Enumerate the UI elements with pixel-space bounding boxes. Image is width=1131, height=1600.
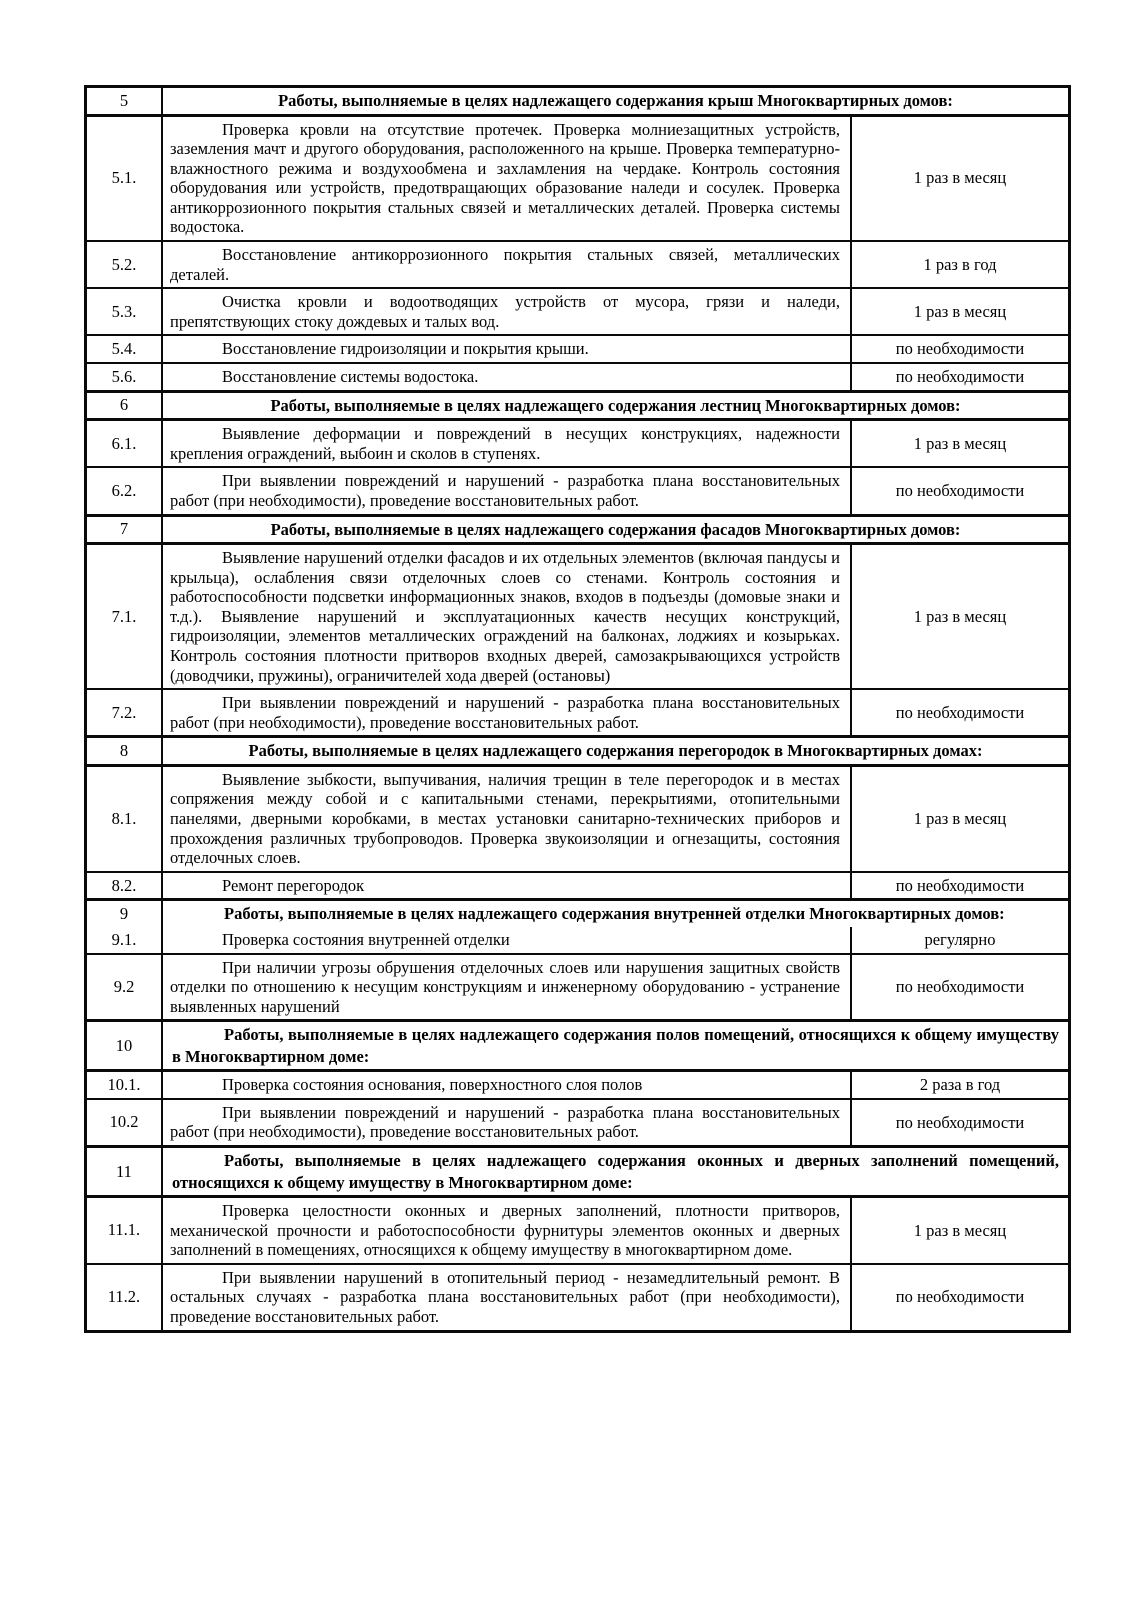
work-description-cell: Выявление деформации и повреждений в несущих конструкциях, надежности крепления ограждений, выбоин и сколов в ступенях. [163, 421, 852, 466]
table-row [87, 418, 1068, 466]
row-number-cell: 8.1. [87, 767, 163, 871]
table-row [87, 764, 1068, 871]
table-row [87, 1263, 1068, 1330]
frequency-cell: по необходимости [895, 339, 1025, 359]
table-row [87, 1098, 1068, 1145]
row-number-cell: 6.1. [87, 421, 163, 466]
work-description-cell: Проверка состояния внутренней отделки [163, 927, 852, 953]
section-title-cell: Работы, выполняемые в целях надлежащего содержания крыш Многоквартирных домов: [278, 91, 953, 110]
row-number-cell: 9.2 [87, 955, 163, 1020]
section-header-row [87, 735, 1068, 764]
frequency-cell: по необходимости [895, 702, 1025, 722]
frequency-cell: регулярно [924, 929, 996, 949]
row-number-cell: 7 [87, 517, 163, 543]
row-number-cell: 8.2. [87, 873, 163, 899]
frequency-cell: 1 раз в год [923, 254, 997, 274]
work-description-cell: Проверка состояния основания, поверхностного слоя полов [163, 1072, 852, 1098]
section-header-row [87, 390, 1068, 419]
frequency-cell: 1 раз в месяц [913, 302, 1007, 322]
row-number-cell: 7.2. [87, 690, 163, 735]
frequency-cell: 1 раз в месяц [913, 606, 1007, 626]
table-row [87, 927, 1068, 953]
work-description-cell: При выявлении повреждений и нарушений - разработка плана восстановительных работ (при необходимости), проведение восстановительных работ. [163, 468, 852, 513]
table-row [87, 287, 1068, 334]
row-number-cell: 10.1. [87, 1072, 163, 1098]
work-description-cell: При наличии угрозы обрушения отделочных слоев или нарушения защитных свойств отделки по отношению к несущим конструкциям и инженерному оборудованию - устранение выявленных нарушений [163, 955, 852, 1020]
frequency-cell: 1 раз в месяц [913, 1220, 1007, 1240]
section-title-cell: Работы, выполняемые в целях надлежащего содержания перегородок в Многоквартирных домах: [248, 741, 983, 761]
frequency-cell: по необходимости [895, 1287, 1025, 1307]
table-row [87, 466, 1068, 513]
frequency-cell: 1 раз в месяц [913, 809, 1007, 829]
frequency-cell: по необходимости [895, 875, 1025, 895]
frequency-cell: по необходимости [895, 367, 1025, 387]
row-number-cell: 11.2. [87, 1265, 163, 1330]
frequency-cell: 2 раза в год [919, 1075, 1001, 1095]
section-title-cell: Работы, выполняемые в целях надлежащего содержания фасадов Многоквартирных домов: [270, 519, 961, 539]
table-row [87, 688, 1068, 735]
work-description-cell: Очистка кровли и водоотводящих устройств от мусора, грязи и наледи, препятствующих стоку дождевых и талых вод. [163, 289, 852, 334]
table-row [87, 1069, 1068, 1098]
work-description-cell: Ремонт перегородок [163, 873, 852, 899]
table-row [87, 362, 1068, 390]
work-description-cell: Выявление нарушений отделки фасадов и их отдельных элементов (включая пандусы и крыльца), ослабления связи отделочных слоев со стенами. Контроль состояния и работоспособности подсветки информационных знаков, входов в подъезды (домовые знаки и т.д.). Выявление нарушений и эксплуатационных качеств несущих конструкций, гидроизоляции, элементов металлических ограждений на балконах, лоджиях и козырьках. Контроль состояния плотности притворов входных дверей, самозакрывающихся устройств (доводчики, пружины), ограничителей хода дверей (остановы) [163, 545, 852, 688]
row-number-cell: 10 [87, 1022, 163, 1069]
row-number-cell: 6.2. [87, 468, 163, 513]
table-row [87, 1195, 1068, 1263]
section-title-cell: Работы, выполняемые в целях надлежащего содержания полов помещений, относящихся к общему имуществу в Многоквартирном доме: [172, 1025, 1059, 1066]
row-number-cell: 11.1. [87, 1198, 163, 1263]
row-number-cell: 7.1. [87, 545, 163, 688]
table-row [87, 114, 1068, 241]
frequency-cell: 1 раз в месяц [913, 168, 1007, 188]
row-number-cell: 9 [87, 901, 163, 927]
table-row [87, 240, 1068, 287]
frequency-cell: 1 раз в месяц [913, 433, 1007, 453]
section-title-cell: Работы, выполняемые в целях надлежащего содержания лестниц Многоквартирных домов: [270, 395, 961, 415]
table-row [87, 334, 1068, 362]
row-number-cell: 5.2. [87, 242, 163, 287]
work-description-cell: При выявлении повреждений и нарушений - разработка плана восстановительных работ (при необходимости), проведение восстановительных работ. [163, 1100, 852, 1145]
row-number-cell: 5.4. [87, 336, 163, 362]
table-row [87, 871, 1068, 899]
table-row [87, 953, 1068, 1020]
work-description-cell: Проверка кровли на отсутствие протечек. Проверка молниезащитных устройств, заземления мачт и другого оборудования, расположенного на крыше. Проверка температурно-влажностного режима и воздухообмена и захламления на чердаке. Контроль состояния оборудования или устройств, предотвращающих образование наледи и сосулек. Проверка антикоррозионного покрытия стальных связей и металлических деталей. Проверка системы водостока. [163, 117, 852, 241]
section-header-row [87, 1145, 1068, 1195]
row-number-cell: 11 [87, 1148, 163, 1195]
work-description-cell: Проверка целостности оконных и дверных заполнений, плотности притворов, механической прочности и работоспособности фурнитуры элементов оконных и дверных заполнений в помещениях, относящихся к общему имуществу в многоквартирном доме. [163, 1198, 852, 1263]
row-number-cell: 8 [87, 738, 163, 764]
row-number-cell: 5.3. [87, 289, 163, 334]
section-title-cell: Работы, выполняемые в целях надлежащего содержания внутренней отделки Многоквартирных домов: [224, 904, 1005, 924]
work-description-cell: Выявление зыбкости, выпучивания, наличия трещин в теле перегородок и в местах сопряжения между собой и с капитальными стенами, перекрытиями, отопительными панелями, дверными коробками, в местах установки санитарно-технических приборов и прохождения различных трубопроводов. Проверка звукоизоляции и огнезащиты, состояния отделочных слоев. [163, 767, 852, 871]
work-description-cell: Восстановление системы водостока. [163, 364, 852, 390]
section-header-row [87, 1019, 1068, 1069]
frequency-cell: по необходимости [895, 481, 1025, 501]
work-description-cell: При выявлении повреждений и нарушений - разработка плана восстановительных работ (при необходимости), проведение восстановительных работ. [163, 690, 852, 735]
row-number-cell: 9.1. [87, 927, 163, 953]
work-description-cell: Восстановление антикоррозионного покрытия стальных связей, металлических деталей. [163, 242, 852, 287]
work-description-cell: Восстановление гидроизоляции и покрытия крыши. [163, 336, 852, 362]
section-header-row [87, 88, 1068, 114]
row-number-cell: 10.2 [87, 1100, 163, 1145]
section-header-row [87, 514, 1068, 543]
maintenance-schedule-table [84, 85, 1071, 1333]
row-number-cell: 6 [87, 393, 163, 419]
section-title-cell: Работы, выполняемые в целях надлежащего содержания оконных и дверных заполнений помещений, относящихся к общему имуществу в Многоквартирном доме: [172, 1151, 1059, 1192]
row-number-cell: 5 [87, 88, 163, 114]
row-number-cell: 5.6. [87, 364, 163, 390]
frequency-cell: по необходимости [895, 1112, 1025, 1132]
frequency-cell: по необходимости [895, 977, 1025, 997]
table-row [87, 542, 1068, 688]
section-header-row [87, 898, 1068, 927]
work-description-cell: При выявлении нарушений в отопительный период - незамедлительный ремонт. В остальных случаях - разработка плана восстановительных работ (при необходимости), проведение восстановительных работ. [163, 1265, 852, 1330]
row-number-cell: 5.1. [87, 117, 163, 241]
